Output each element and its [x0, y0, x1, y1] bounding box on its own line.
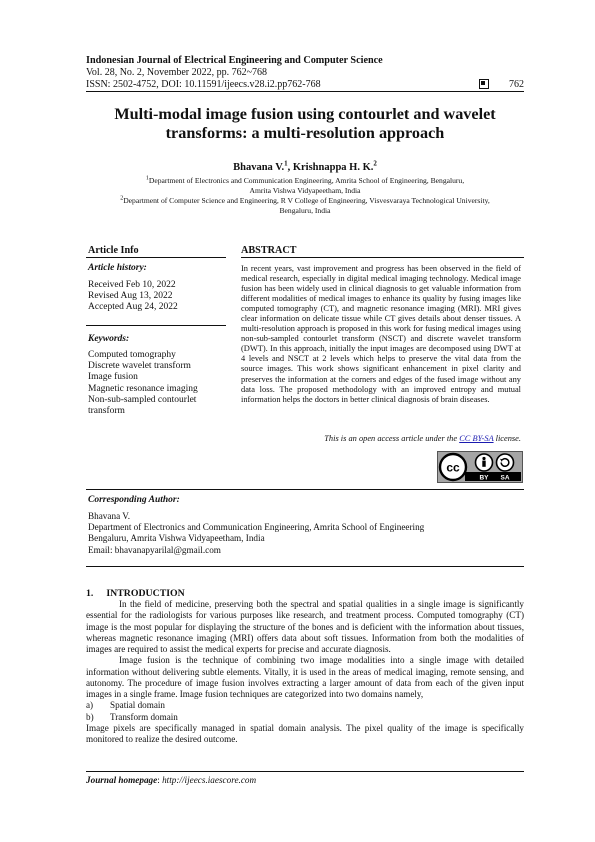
keywords-list	[88, 350, 198, 417]
corresponding-heading: Corresponding Author:	[88, 495, 180, 505]
journal-homepage-footer: Journal homepage: http://ijeecs.iaescore.com	[86, 775, 257, 785]
cc-by-sa-badge[interactable]	[437, 451, 523, 483]
corresponding-name: Bhavana V.	[88, 511, 131, 521]
footer-rule	[86, 771, 524, 772]
list-item: a) Spatial domain	[86, 700, 165, 711]
abstract-heading: ABSTRACT	[241, 245, 297, 256]
list-item: transform	[88, 406, 125, 417]
square-bullet-icon	[479, 79, 489, 89]
history-list	[88, 280, 178, 314]
info-rule-mid	[86, 325, 226, 326]
paragraph: Image pixels are specifically managed in spatial domain analysis. The pixel quality of the image is specifically monitored to realize the desired outcome.	[86, 722, 524, 744]
corresponding-rule-bottom	[86, 566, 524, 567]
list-item: Revised Aug 13, 2022	[88, 291, 173, 302]
keywords-heading: Keywords:	[88, 334, 130, 344]
corresponding-dept: Department of Electronics and Communication Engineering, Amrita School of Engineering	[88, 522, 425, 533]
corresponding-rule-top	[86, 489, 524, 490]
abstract-text: In recent years, vast improvement and progress has been observed in the field of medical research, especially in digital medical imaging technology. Medical image fusion has been widely used in clinical diagnosis to get valuable information from different modalities of medical images to enhance its quality by fusing images like computed tomography (CT), and magnetic resonance imaging (MRI). MRI gives clear information on delicate tissue while CT gives details about denser tissues. A multi-resolution approach is proposed in this work for fusing medical images using non-sub-sampled contourlet transform (NSCT) and discrete wavelet transform (DWT). In this approach, initially the input images are decomposed using DWT at 4 levels and NSCT at 2 levels which helps to preserve the vital data from the source images. This work shows significant enhancement in pixel clarity and preserves the information at the corners and edges of the fused image without any data loss. The proposed methodology with an improved entropy and mutual information helps the doctors in better clinical diagnosis of brain diseases.	[241, 264, 521, 404]
author-list: Bhavana V.$^1$, Krishnappa H. K.$^2$	[233, 159, 377, 173]
section-heading-introduction: 1. INTRODUCTION	[86, 588, 185, 599]
info-rule-top	[86, 257, 226, 258]
issn-row	[86, 79, 524, 91]
article-info-heading: Article Info	[88, 245, 139, 256]
cc-by-sa-link[interactable]: CC BY-SA	[459, 434, 494, 443]
list-item: b) Transform domain	[86, 711, 178, 722]
paper-title: Multi-modal image fusion using contourlet and wavelet transforms: a multi-resolution approach	[114, 105, 496, 142]
abstract-rule-top	[241, 257, 524, 258]
journal-header	[86, 55, 524, 90]
list-item: Discrete wavelet transform	[88, 361, 191, 372]
paragraph: In the field of medicine, preserving both the spectral and spatial qualities in a single image is significantly essential for the radiologists for various purposes like research, and treatment process. Computed tomography (CT) image is the most popular for displaying the structure of the bones and is deficient with the information about tissues, whereas magnetic resonance imaging (MRI) offers data about soft tissues. Information from both the modalities of images are required to assist the medical experts for precise and accurate diagnosis.	[86, 599, 524, 654]
svg-text:SA: SA	[500, 474, 510, 482]
homepage-link[interactable]: http://ijeecs.iaescore.com	[162, 775, 257, 785]
svg-text:BY: BY	[479, 474, 489, 482]
journal-name: Indonesian Journal of Electrical Engineering and Computer Science	[86, 55, 383, 66]
page-number: 762	[509, 78, 524, 90]
affiliation-2: $^2$Department of Computer Science and Engineering, R V College of Engineering, Visvesvaraya Technological University, Bengaluru, India	[120, 195, 490, 215]
list-item: Computed tomography	[88, 350, 176, 360]
author-name: Krishnappa H. K.	[292, 162, 374, 173]
volume-line: Vol. 28, No. 2, November 2022, pp. 762~768	[86, 67, 268, 78]
list-item: Image fusion	[88, 372, 138, 383]
history-heading: Article history:	[88, 263, 147, 273]
list-item: Non-sub-sampled contourlet	[88, 394, 197, 405]
paragraph: Image fusion is the technique of combining two image modalities into a single image with detailed information without delivering subtle elements. Vitally, it is used in the areas of medical imaging, remote sensing, and autonomy. The procedure of image fusion involves extracting a larger amount of data from each of the given input images in a single frame. Image fusion techniques are categorized into two domains namely,	[86, 655, 524, 699]
cc-license-icon	[438, 452, 522, 482]
header-rule	[86, 91, 524, 92]
affiliation-1: $^1$Department of Electronics and Communication Engineering, Amrita School of Engineering, Bengaluru, Amrita Vishwa Vidyapeetham, India	[145, 175, 465, 195]
svg-text:cc: cc	[446, 460, 460, 475]
introduction-body	[86, 599, 524, 745]
corresponding-author-block	[88, 511, 528, 556]
list-item: Accepted Aug 24, 2022	[88, 302, 178, 313]
list-item: Received Feb 10, 2022	[88, 280, 176, 290]
list-item: Magnetic resonance imaging	[88, 383, 198, 394]
corresponding-email: Email: bhavanapyarilal@gmail.com	[88, 544, 221, 555]
author-name: Bhavana V.	[233, 162, 285, 173]
issn-line: ISSN: 2502-4752, DOI: 10.11591/ijeecs.v28.i2.pp762-768	[86, 78, 321, 90]
open-access-note: This is an open access article under the CC BY-SA license.	[324, 434, 521, 443]
corresponding-place: Bengaluru, Amrita Vishwa Vidyapeetham, India	[88, 533, 265, 544]
